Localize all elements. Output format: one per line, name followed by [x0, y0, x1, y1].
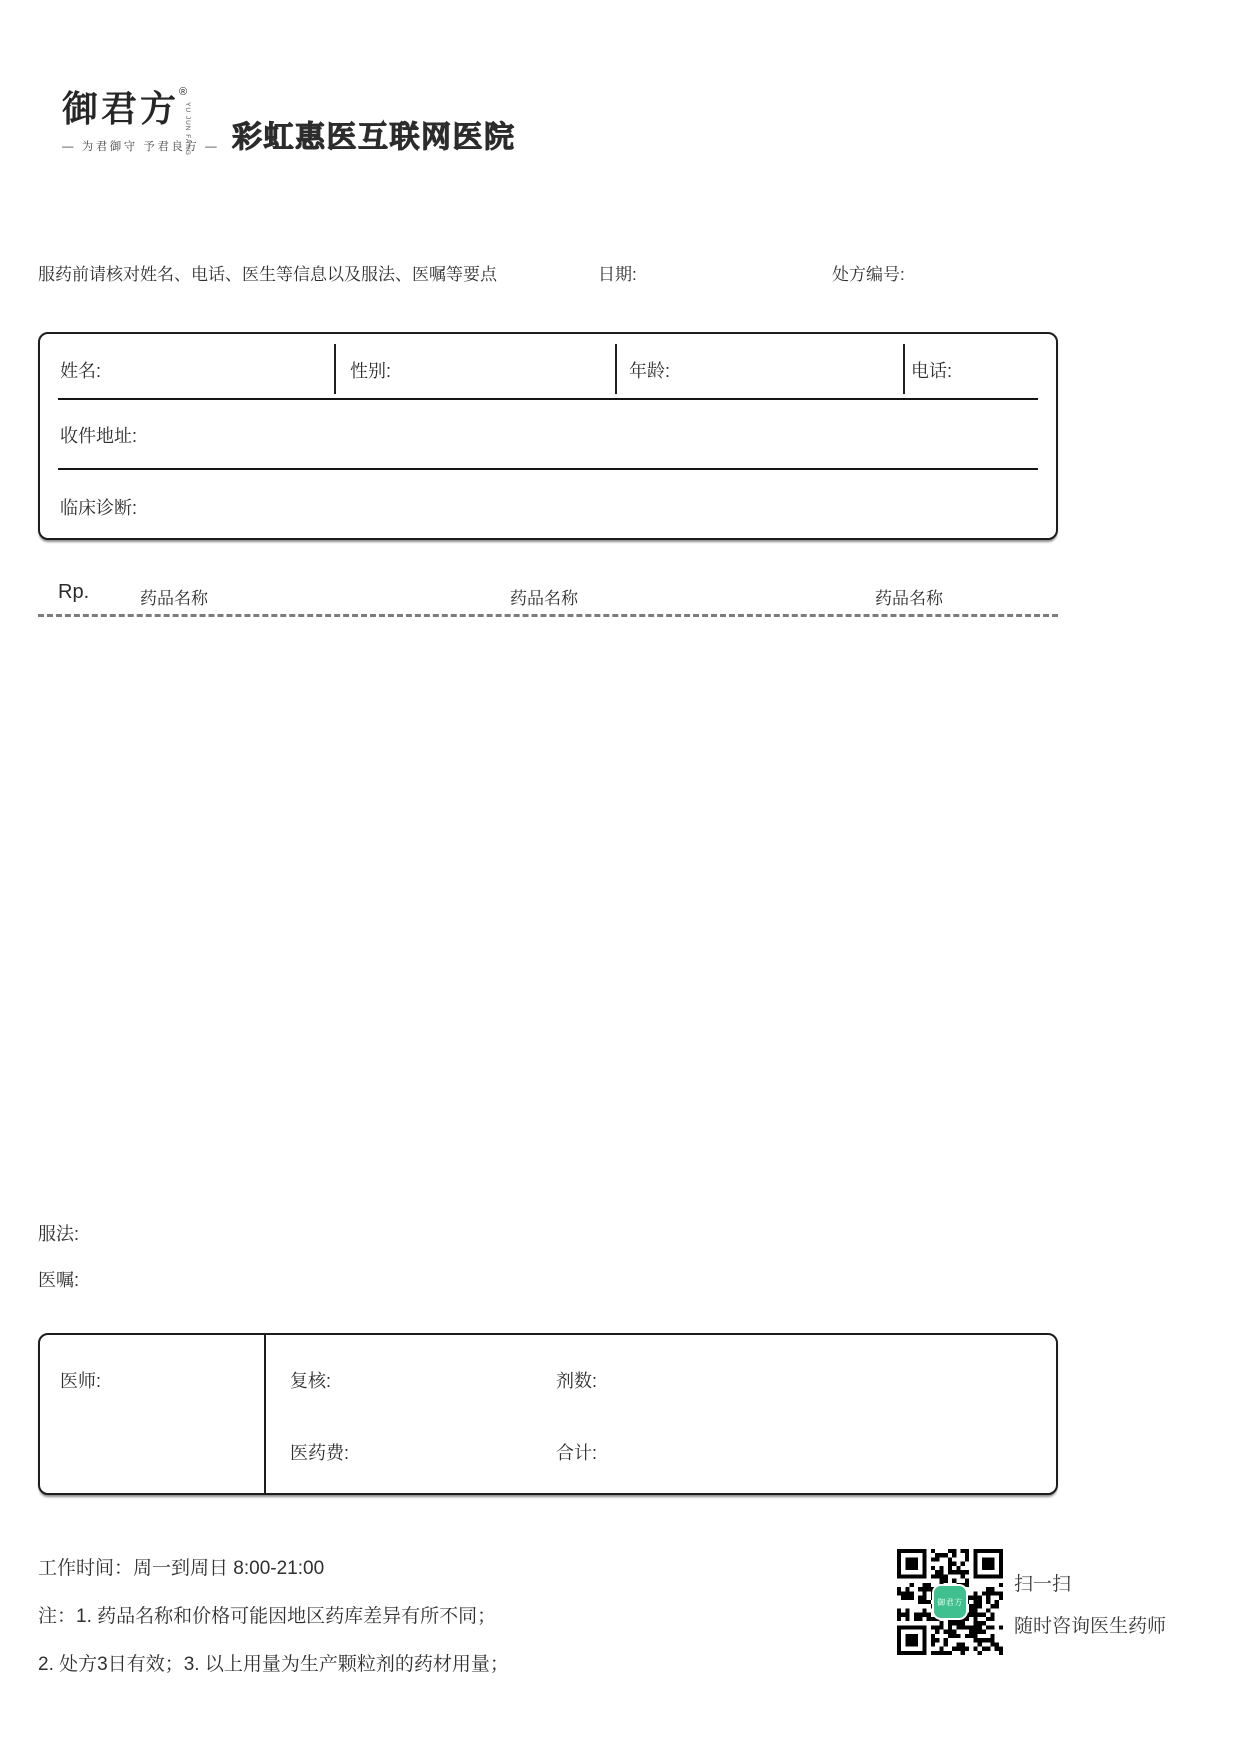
- brand-logo: [62, 86, 242, 156]
- rx-number-label: 处方编号:: [832, 265, 905, 284]
- signature-box: [38, 1333, 1058, 1495]
- brand-logo-text: 御君方: [62, 88, 180, 130]
- check-hint-text: 服药前请核对姓名、电话、医生等信息以及服法、医嘱等要点: [38, 265, 497, 284]
- fee-label: 医药费:: [290, 1443, 350, 1463]
- total-label: 合计:: [556, 1443, 598, 1463]
- drug-column-header: 药品名称: [510, 589, 578, 608]
- work-time-text: 工作时间：周一到周日 8:00-21:00: [38, 1558, 325, 1579]
- note-line-1: 注：1. 药品名称和价格可能因地区药库差异有所不同；: [38, 1606, 497, 1627]
- rx-dashed-divider: [38, 614, 1058, 617]
- drug-column-header: 药品名称: [140, 589, 208, 608]
- rp-label: Rp.: [58, 581, 90, 603]
- usage-label: 服法:: [38, 1224, 80, 1244]
- qr-scan-title: 扫一扫: [1014, 1574, 1072, 1595]
- name-label: 姓名:: [60, 361, 102, 381]
- age-label: 年龄:: [629, 361, 671, 381]
- column-divider: [615, 344, 617, 394]
- patient-info-box: [38, 332, 1058, 540]
- gender-label: 性别:: [350, 361, 392, 381]
- brand-tagline: — 为君御守 予君良方 —: [62, 140, 220, 153]
- row-divider: [58, 398, 1038, 400]
- drug-column-header: 药品名称: [875, 589, 943, 608]
- address-label: 收件地址:: [60, 426, 138, 446]
- qr-scan-subtitle: 随时咨询医生药师: [1014, 1616, 1167, 1637]
- hospital-title: 彩虹惠医互联网医院: [232, 121, 516, 154]
- date-label: 日期:: [598, 265, 637, 284]
- qr-center-logo-text: 御君方: [937, 1597, 963, 1607]
- column-divider: [903, 344, 905, 394]
- row-divider: [58, 468, 1038, 470]
- column-divider: [334, 344, 336, 394]
- diagnosis-label: 临床诊断:: [60, 498, 138, 518]
- doctor-label: 医师:: [60, 1371, 102, 1391]
- brand-logo-pinyin: YU JUN FANG: [184, 102, 191, 156]
- doses-label: 剂数:: [556, 1371, 598, 1391]
- note-line-2: 2. 处方3日有效；3. 以上用量为生产颗粒剂的药材用量；: [38, 1654, 509, 1675]
- registered-trademark-icon: ®: [179, 86, 188, 98]
- signature-box-divider: [264, 1335, 266, 1493]
- advice-label: 医嘱:: [38, 1270, 80, 1290]
- review-label: 复核:: [290, 1371, 332, 1391]
- phone-label: 电话:: [911, 361, 953, 381]
- qr-center-logo: [934, 1586, 966, 1618]
